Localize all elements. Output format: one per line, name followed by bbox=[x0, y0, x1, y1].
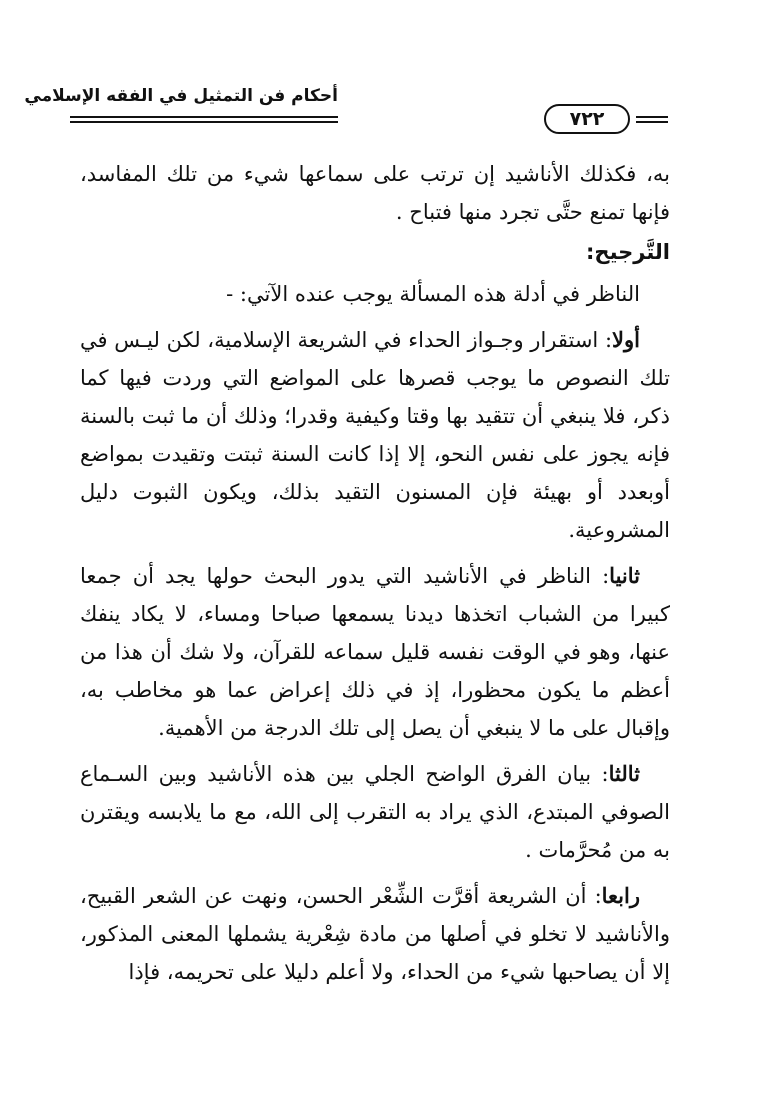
section-heading: التَّرجيح: bbox=[586, 240, 670, 264]
intro-text: الناظر في أدلة هذه المسألة يوجب عنده الآتي: - bbox=[226, 282, 640, 306]
continuation-paragraph: به، فكذلك الأناشيد إن ترتب على سماعها شيء من تلك المفاسد، فإنها تمنع حتَّى تجرد منها فتباح . bbox=[80, 162, 670, 224]
point-1-lead: أولا bbox=[612, 327, 640, 352]
point-4-paragraph bbox=[80, 877, 670, 991]
point-3-text: : بيان الفرق الواضح الجلي بين هذه الأناشيد وبين السـماع الصوفي المبتدع، الذي يراد به التقرب إلى الله، مع ما يلابسه ويقترن به من مُحرَّمات . bbox=[80, 762, 670, 862]
header-rule-right-top bbox=[636, 116, 668, 118]
header-rule-right-bottom bbox=[636, 121, 668, 123]
running-title: أحكام فن التمثيل في الفقه الإسلامي bbox=[24, 86, 338, 106]
point-1-text: : استقرار وجـواز الحداء في الشريعة الإسلامية، لكن ليـس في تلك النصوص ما يوجب قصرها على المواضع التي وردت فيها كما ذكر، فلا ينبغي أن تتقيد بها وقتا وكيفية وقدرا؛ وذلك أن ما ثبت بالسنة فإنه يجوز على نفس النحو، إلا إذا كانت السنة ثبتت وتقيدت بمواضع أوبعدد أو بهيئة فإن المسنون التقيد بذلك، ويكون الثبوت دليل المشروعية. bbox=[80, 328, 670, 542]
point-2-lead: ثانيا bbox=[609, 563, 640, 588]
page-number: ٧٢٢ bbox=[544, 104, 630, 134]
header-rule-top bbox=[70, 116, 338, 118]
point-1-paragraph bbox=[80, 321, 670, 549]
point-4-lead: رابعا bbox=[601, 883, 640, 908]
page-body bbox=[80, 155, 670, 991]
point-3-paragraph bbox=[80, 755, 670, 869]
point-4-text: : أن الشريعة أقرَّت الشِّعْر الحسن، ونهت عن الشعر القبيح، والأناشيد لا تخلو في أصلها من مادة شِعْرية يشملها المعنى المذكور، إلا أن يصاحبها شيء من الحداء، ولا أعلم دليلا على تحريمه، فإذا bbox=[80, 884, 670, 984]
point-2-paragraph bbox=[80, 557, 670, 747]
point-2-text: : الناظر في الأناشيد التي يدور البحث حولها يجد أن جمعا كبيرا من الشباب اتخذها ديدنا يسمعها صباحا ومساء، لا يكاد ينفك عنها، وهو في الوقت نفسه قليل سماعه للقرآن، ولا شك أن هذا من أعظم ما يكون محظورا، إذ في ذلك إعراض عما هو مخاطب به، وإقبال على ما لا ينبغي أن يصل إلى تلك الدرجة من الأهمية. bbox=[80, 564, 670, 740]
point-3-lead: ثالثا bbox=[608, 761, 640, 786]
intro-paragraph bbox=[80, 275, 670, 313]
header-rule-bottom bbox=[70, 121, 338, 123]
